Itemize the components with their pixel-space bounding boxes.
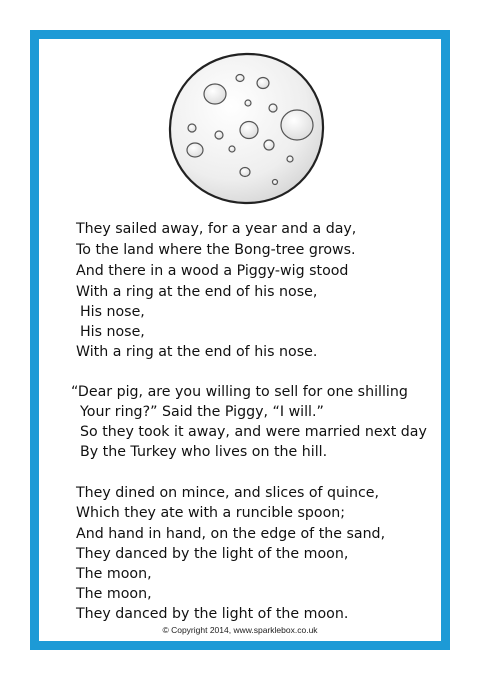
- poem-line: Which they ate with a runcible spoon;: [76, 505, 346, 521]
- poem-line: They danced by the light of the moon.: [76, 606, 349, 622]
- poem-line: The moon,: [76, 586, 152, 602]
- poem-line: Your ring?” Said the Piggy, “I will.”: [80, 404, 324, 420]
- poem-line: And there in a wood a Piggy-wig stood: [76, 263, 349, 279]
- poem-line: So they took it away, and were married next day: [80, 424, 427, 440]
- poem-line: They danced by the light of the moon,: [76, 546, 349, 562]
- poem-line: By the Turkey who lives on the hill.: [80, 444, 328, 460]
- poem-line: With a ring at the end of his nose,: [76, 284, 318, 300]
- poem-line: The moon,: [76, 566, 152, 582]
- poem-line: They dined on mince, and slices of quince,: [76, 485, 380, 501]
- poem-line: His nose,: [80, 304, 145, 320]
- poem-line: They sailed away, for a year and a day,: [76, 221, 357, 237]
- copyright-notice: © Copyright 2014, www.sparklebox.co.uk: [162, 625, 318, 635]
- poem-line: “Dear pig, are you willing to sell for one shilling: [71, 384, 408, 400]
- poem-line: With a ring at the end of his nose.: [76, 344, 318, 360]
- poem-line: His nose,: [80, 324, 145, 340]
- poem-line: To the land where the Bong-tree grows.: [76, 242, 356, 258]
- poem-line: And hand in hand, on the edge of the sand,: [76, 526, 386, 542]
